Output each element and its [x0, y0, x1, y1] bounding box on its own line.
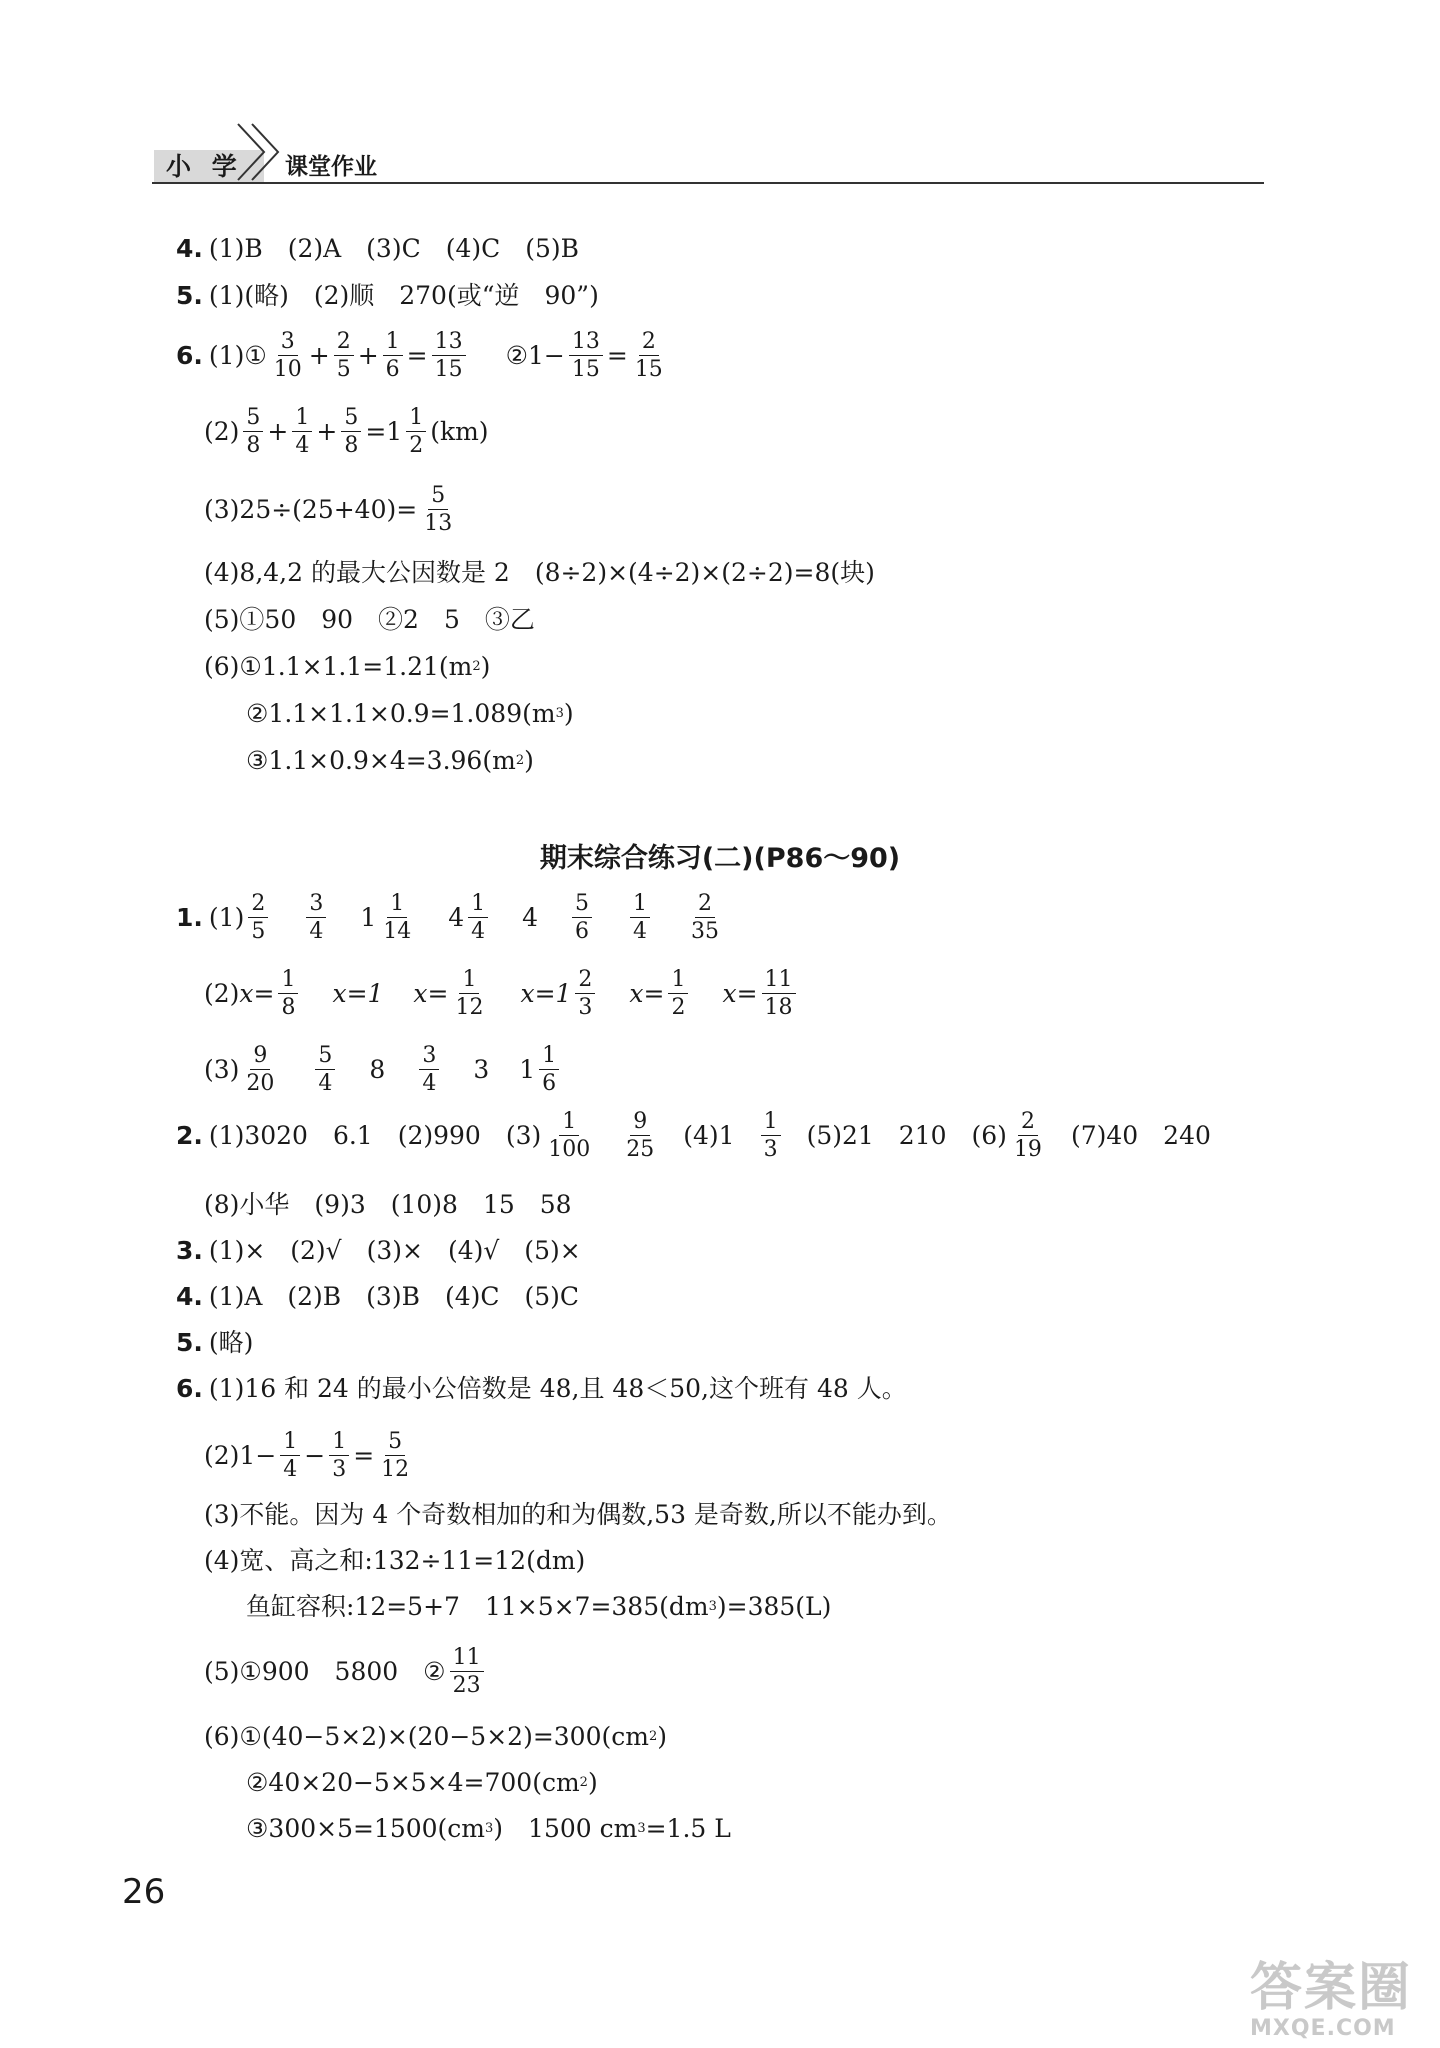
question-number: 3. [176, 1236, 203, 1265]
fraction: $\frac{2}{15}$ [634, 329, 663, 383]
answer-item [302, 892, 330, 943]
fraction: $\frac{2}{3}$ [575, 968, 595, 1019]
s2-answer-1-2: (2) x= $\frac{1}{8}$ x=1 x= $\frac{1}{12}$ x=1 $\frac{2}{3}$ x= $\frac{1}{2}$ x= $\frac{11}{18}$ [204, 968, 800, 1019]
fraction: $\frac{5}{8}$ [243, 406, 263, 457]
fraction: $\frac{1}{14}$ [383, 891, 412, 945]
fraction: $\frac{2}{35}$ [691, 891, 720, 945]
s2-answer-6-2: (2)1− $\frac{1}{4}$ − $\frac{1}{3}$ = $\frac{5}{12}$ [204, 1430, 416, 1481]
fraction: $\frac{5}{6}$ [572, 892, 592, 943]
answer-6-5: (5)①50 90 ②2 5 ③乙 [204, 605, 535, 634]
fraction: $\frac{1}{4}$ [292, 406, 312, 457]
fraction: $\frac{11}{23}$ [450, 1646, 484, 1697]
s2-answer-6-3: (3)不能。因为 4 个奇数相加的和为偶数,53 是奇数,所以不能办到。 [204, 1500, 952, 1529]
question-number: 2. [176, 1121, 203, 1151]
s2-answer-1-1: 1. (1) $\frac{2}{5}$ $\frac{3}{4}$ 1 $\frac{1}{14}$ 4 $\frac{1}{4}$ 4 $\frac{5}{6}$ $\frac{1}{4}$ $\frac{2}{35}$ [176, 892, 726, 943]
fraction: $\frac{9}{20}$ [246, 1043, 275, 1097]
answer-item: x= $\frac{11}{18}$ [722, 968, 799, 1019]
fraction: $\frac{1}{2}$ [406, 406, 426, 457]
fraction: $\frac{1}{6}$ [383, 330, 403, 381]
question-number: 4. [176, 1282, 203, 1311]
s2-answer-1-3: (3) $\frac{9}{20}$ $\frac{5}{4}$ 8 $\frac{3}{4}$ 3 1 $\frac{1}{6}$ [204, 1044, 563, 1095]
s2-answer-6-6a: (6)①(40−5×2)×(20−5×2)=300(cm 2 ) [204, 1722, 667, 1751]
s2-answer-3: 3. (1)× (2)√ (3)× (4)√ (5)× [176, 1236, 581, 1265]
answer-item: x= $\frac{1}{12}$ [413, 968, 490, 1019]
fraction: $\frac{13}{15}$ [432, 330, 466, 381]
s2-answer-6-5: (5)①900 5800 ② $\frac{11}{23}$ [204, 1646, 488, 1697]
question-number: 5. [176, 281, 203, 310]
fraction: $\frac{1}{4}$ [630, 892, 650, 943]
answer-item [239, 1044, 281, 1095]
s2-answer-6-4b: 鱼缸容积:12=5+7 11×5×7=385(dm 3 )=385(L) [246, 1592, 832, 1621]
fraction: $\frac{3}{10}$ [273, 329, 302, 383]
s2-answer-6-6c: ③300×5=1500(cm 3 ) 1500 cm 3 =1.5 L [246, 1814, 731, 1843]
fraction: $\frac{2}{5}$ [248, 892, 268, 943]
question-number: 6. [176, 341, 203, 371]
answer-item: x= $\frac{1}{2}$ [629, 968, 692, 1019]
watermark-logo: 答案圈 MXQE.COM [1250, 1958, 1413, 2041]
answer-6-2: (2) $\frac{5}{8}$ + $\frac{1}{4}$ + $\frac{5}{8}$ =1 $\frac{1}{2}$ (km) [204, 405, 489, 459]
answer-text: (1)B (2)A (3)C (4)C (5)B [208, 234, 580, 263]
s2-answer-2: 2. (1)3020 6.1 (2)990 (3) $\frac{1}{100}$ $\frac{9}{25}$ (4)1 $\frac{1}{3}$ (5)21 210 (6) $\frac{2}{19}$ (7)40 240 [176, 1109, 1211, 1163]
answer-item [415, 1044, 443, 1095]
answer-6-3: (3)25÷(25+40)= $\frac{5}{13}$ [204, 484, 459, 535]
answer-item: 8 [369, 1055, 386, 1085]
answer-text: (1)① [208, 341, 267, 371]
fraction: $\frac{3}{4}$ [306, 892, 326, 943]
fraction: $\frac{9}{25}$ [626, 1109, 655, 1163]
answer-item [244, 892, 272, 943]
question-number: 1. [176, 903, 203, 933]
fraction: $\frac{1}{8}$ [278, 968, 298, 1019]
answer-item [311, 1044, 339, 1095]
answer-6-6c: ③1.1×0.9×4=3.96(m 2 ) [246, 746, 534, 775]
answer-item: x=1 $\frac{2}{3}$ [520, 968, 599, 1019]
header-title: 课堂作业 [285, 154, 377, 180]
answer-item: 3 [473, 1055, 490, 1085]
answer-6-6a: (6)①1.1×1.1=1.21(m 2 ) [204, 652, 491, 681]
fraction: $\frac{11}{18}$ [762, 968, 796, 1019]
question-number: 4. [176, 234, 203, 263]
answer-6-4: (4)8,4,2 的最大公因数是 2 (8÷2)×(4÷2)×(2÷2)=8(块) [204, 558, 875, 587]
fraction: $\frac{5}{13}$ [424, 483, 453, 537]
s2-answer-2-line2: (8)小华 (9)3 (10)8 15 58 [204, 1190, 572, 1219]
fraction: $\frac{1}{3}$ [761, 1110, 781, 1161]
fraction: $\frac{3}{4}$ [419, 1044, 439, 1095]
answer-item: x= $\frac{1}{8}$ [239, 968, 302, 1019]
answer-6-6b: ②1.1×1.1×0.9=1.089(m 3 ) [246, 699, 574, 728]
fraction: $\frac{1}{3}$ [329, 1430, 349, 1481]
answer-4 [176, 236, 579, 261]
section-title: 期末综合练习(二)(P86～90) [539, 843, 901, 874]
s2-answer-6-6b: ②40×20−5×5×4=700(cm 2 ) [246, 1768, 598, 1797]
s2-answer-6-1: 6. (1)16 和 24 的最小公倍数是 48,且 48＜50,这个班有 48 人。 [176, 1374, 907, 1403]
answer-item: 1 $\frac{1}{14}$ [360, 892, 418, 943]
fraction: $\frac{1}{4}$ [468, 892, 488, 943]
answer-item: x=1 [332, 979, 384, 1009]
s2-answer-6-4a: (4)宽、高之和:132÷11=12(dm) [204, 1546, 586, 1575]
answer-text: (1)(略) (2)顺 270(或“逆 90”) [208, 281, 599, 310]
question-number: 6. [176, 1374, 203, 1403]
fraction: $\frac{1}{6}$ [539, 1044, 559, 1095]
s2-answer-5: 5. (略) [176, 1328, 254, 1357]
header-rule [152, 182, 1264, 184]
answer-6-1: 6. (1)① $\frac{3}{10}$ + $\frac{2}{5}$ + $\frac{1}{6}$ = $\frac{13}{15}$ ②1− $\frac{13}{15}$ = $\frac{2}{15}$ [176, 330, 670, 381]
fraction: $\frac{1}{12}$ [455, 967, 484, 1021]
fraction: $\frac{5}{8}$ [341, 406, 361, 457]
fraction: $\frac{2}{19}$ [1013, 1109, 1042, 1163]
page-number: 26 [122, 1872, 166, 1912]
fraction: $\frac{5}{4}$ [315, 1044, 335, 1095]
fraction: $\frac{13}{15}$ [569, 330, 603, 381]
fraction: $\frac{1}{100}$ [548, 1109, 591, 1163]
fraction: $\frac{1}{2}$ [668, 968, 688, 1019]
answer-5 [176, 283, 599, 308]
question-number: 5. [176, 1328, 203, 1357]
header-badge: 小 学 [166, 152, 243, 181]
answer-item: 4 $\frac{1}{4}$ [448, 892, 492, 943]
s2-answer-4: 4. (1)A (2)B (3)B (4)C (5)C [176, 1282, 580, 1311]
answer-item [684, 892, 726, 943]
answer-item [568, 892, 596, 943]
answer-item: 1 $\frac{1}{6}$ [519, 1044, 563, 1095]
fraction: $\frac{5}{12}$ [381, 1429, 410, 1483]
fraction: $\frac{1}{4}$ [280, 1430, 300, 1481]
double-chevron-icon [230, 122, 290, 184]
answer-item [626, 892, 654, 943]
answer-item: 4 [522, 903, 539, 933]
fraction: $\frac{2}{5}$ [334, 330, 354, 381]
